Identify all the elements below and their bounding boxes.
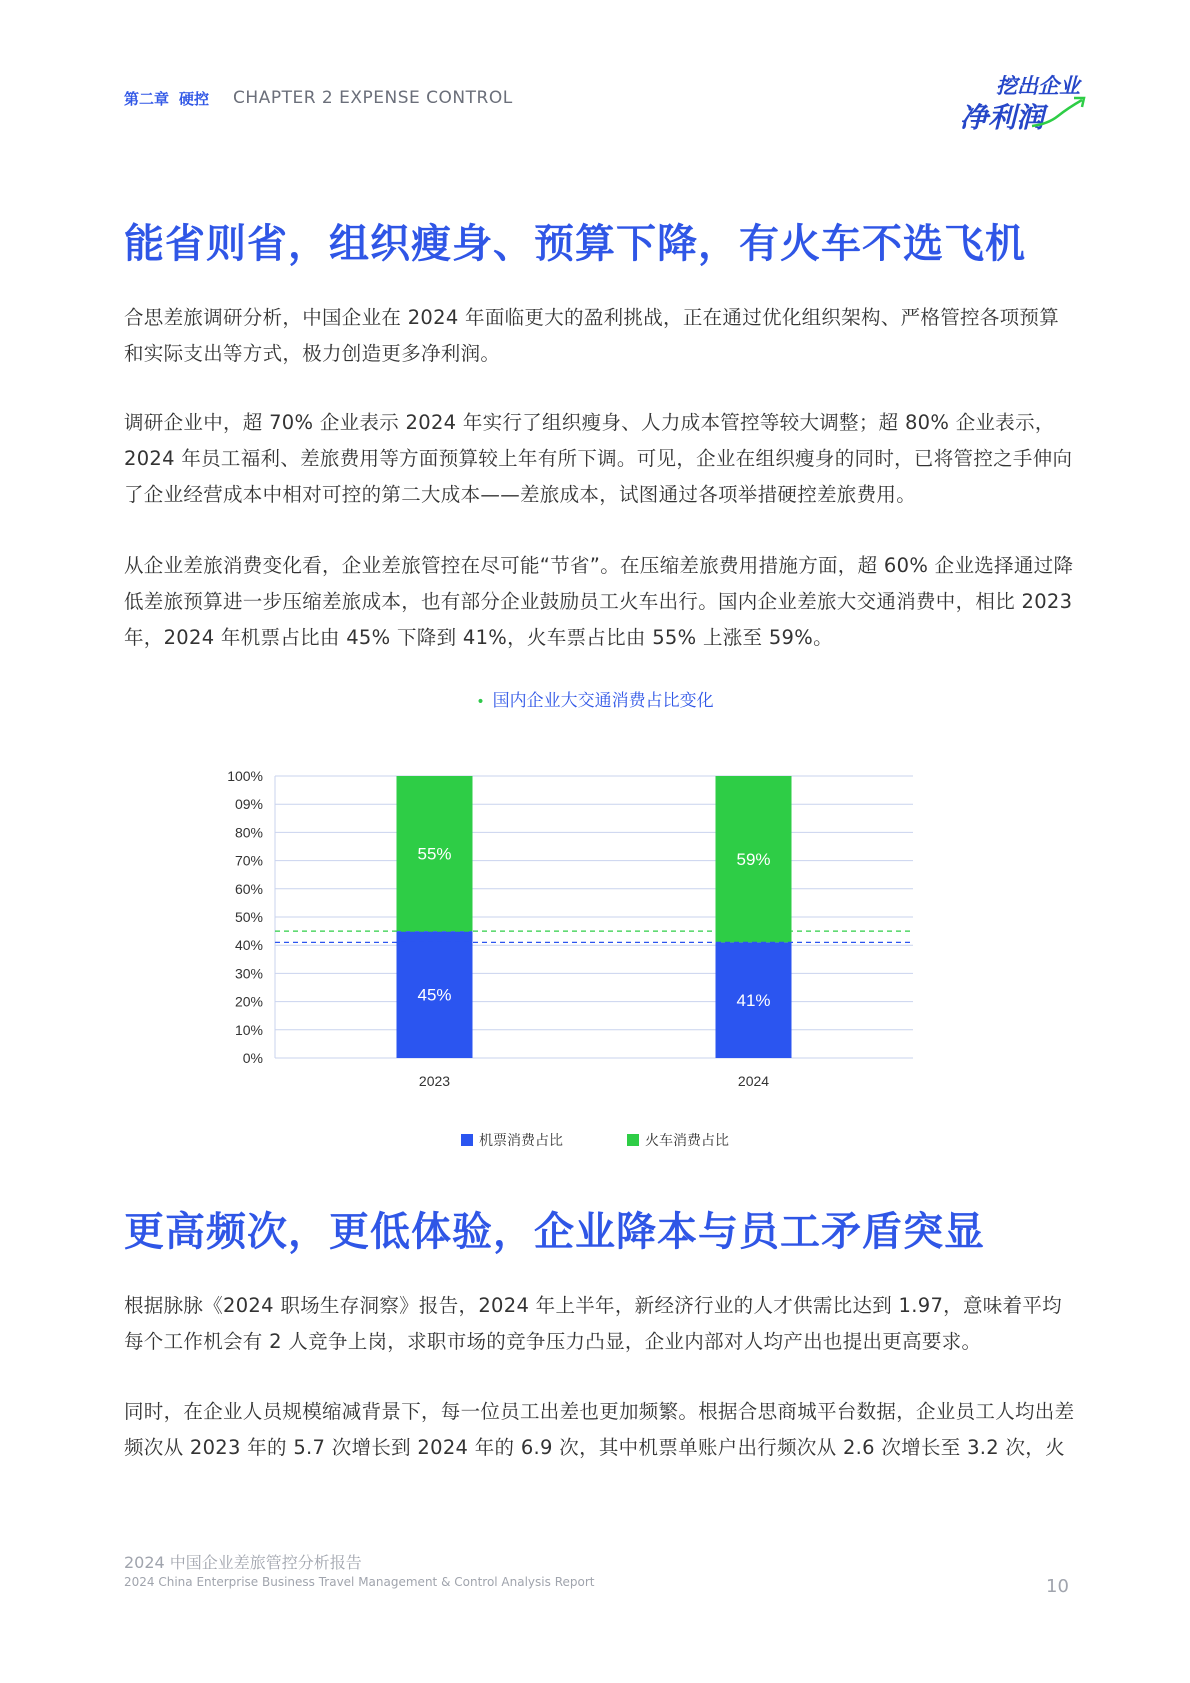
section1-heading: 能省则省，组织瘦身、预算下降，有火车不选飞机 <box>124 221 1026 267</box>
page-number: 10 <box>1046 1576 1069 1597</box>
section1-paragraph-1 <box>124 300 1076 372</box>
section1-paragraph-3 <box>124 548 1076 656</box>
y-tick-label: 30% <box>234 965 263 982</box>
page-footer <box>124 1550 594 1589</box>
chapter-label-en: CHAPTER 2 EXPENSE CONTROL <box>233 88 513 108</box>
paragraph-text: 从企业差旅消费变化看，企业差旅管控在尽可能“节省”。在压缩差旅费用措施方面，超 60% 企业选择通过降低差旅预算进一步压缩差旅成本，也有部分企业鼓励员工火车出行。国内企业差旅大交通消费中，相比 2023 年，2024 年机票占比由 45% 下降到 41%，火车票占比由 55% 上涨至 59%。 <box>124 554 1074 649</box>
y-tick-label: 80% <box>234 824 263 841</box>
y-tick-label: 50% <box>234 909 263 925</box>
y-tick-label: 09% <box>234 796 263 813</box>
chapter-section: 硬控 <box>179 89 210 108</box>
section2-paragraph-1 <box>124 1288 1076 1360</box>
chart-title <box>0 686 1190 711</box>
paragraph-text: 合思差旅调研分析，中国企业在 2024 年面临更大的盈利挑战，正在通过优化组织架构、严格管控各项预算和实际支出等方式，极力创造更多净利润。 <box>124 306 1060 365</box>
growth-arrow-icon <box>1030 94 1090 130</box>
bullet-icon: • <box>476 694 485 710</box>
legend-swatch-train <box>627 1134 639 1146</box>
legend-item-plane <box>461 1130 563 1150</box>
footer-title-en: 2024 China Enterprise Business Travel Management & Control Analysis Report <box>124 1575 595 1589</box>
section2-paragraph-2 <box>124 1394 1076 1466</box>
data-label: 45% <box>417 985 452 1005</box>
logo-line2: 净利润 <box>960 101 1045 134</box>
section1-paragraph-2 <box>124 405 1076 513</box>
legend-swatch-plane <box>461 1134 473 1146</box>
x-tick-label: 2024 <box>737 1073 770 1089</box>
data-label: 55% <box>417 844 452 864</box>
footer-title-cn: 2024 中国企业差旅管控分析报告 <box>124 1553 362 1572</box>
x-tick-label: 2023 <box>418 1073 451 1089</box>
chapter-label-cn <box>124 88 219 109</box>
stacked-bar-chart <box>190 752 1010 1172</box>
legend-label-train: 火车消费占比 <box>645 1133 729 1149</box>
paragraph-text: 根据脉脉《2024 职场生存洞察》报告，2024 年上半年，新经济行业的人才供需比达到 1.97，意味着平均每个工作机会有 2 人竞争上岗，求职市场的竞争压力凸显，企业内部对人均产出也提出更高要求。 <box>124 1294 1062 1353</box>
chart-legend <box>0 1130 1190 1150</box>
chart-title-text: 国内企业大交通消费占比变化 <box>492 691 714 711</box>
logo-line1: 挖出企业 <box>996 74 1080 98</box>
report-logo <box>960 70 1090 140</box>
y-tick-label: 0% <box>242 1050 263 1066</box>
paragraph-text: 调研企业中，超 70% 企业表示 2024 年实行了组织瘦身、人力成本管控等较大调整；超 80% 企业表示，2024 年员工福利、差旅费用等方面预算较上年有所下调。可见，企业在组织瘦身的同时，已将管控之手伸向了企业经营成本中相对可控的第二大成本——差旅成本，试图通过各项举措硬控差旅费用。 <box>124 411 1073 506</box>
y-tick-label: 20% <box>234 993 263 1010</box>
paragraph-text: 同时，在企业人员规模缩减背景下，每一位员工出差也更加频繁。根据合思商城平台数据，企业员工人均出差频次从 2023 年的 5.7 次增长到 2024 年的 6.9 次，其中机票单账户出行频次从 2.6 次增长至 3.2 次，火 <box>124 1400 1075 1459</box>
legend-item-train <box>627 1130 729 1150</box>
y-tick-label: 10% <box>234 1021 263 1038</box>
y-tick-label: 60% <box>234 880 263 897</box>
y-tick-label: 100% <box>227 768 263 784</box>
y-tick-label: 70% <box>234 852 263 869</box>
data-label: 41% <box>736 991 771 1011</box>
page-header <box>124 86 513 110</box>
chapter-number: 第二章 <box>124 89 170 108</box>
legend-label-plane: 机票消费占比 <box>479 1133 563 1149</box>
y-tick-label: 40% <box>234 937 263 954</box>
section2-heading: 更高频次，更低体验，企业降本与员工矛盾突显 <box>124 1209 985 1255</box>
data-label: 59% <box>736 850 771 870</box>
